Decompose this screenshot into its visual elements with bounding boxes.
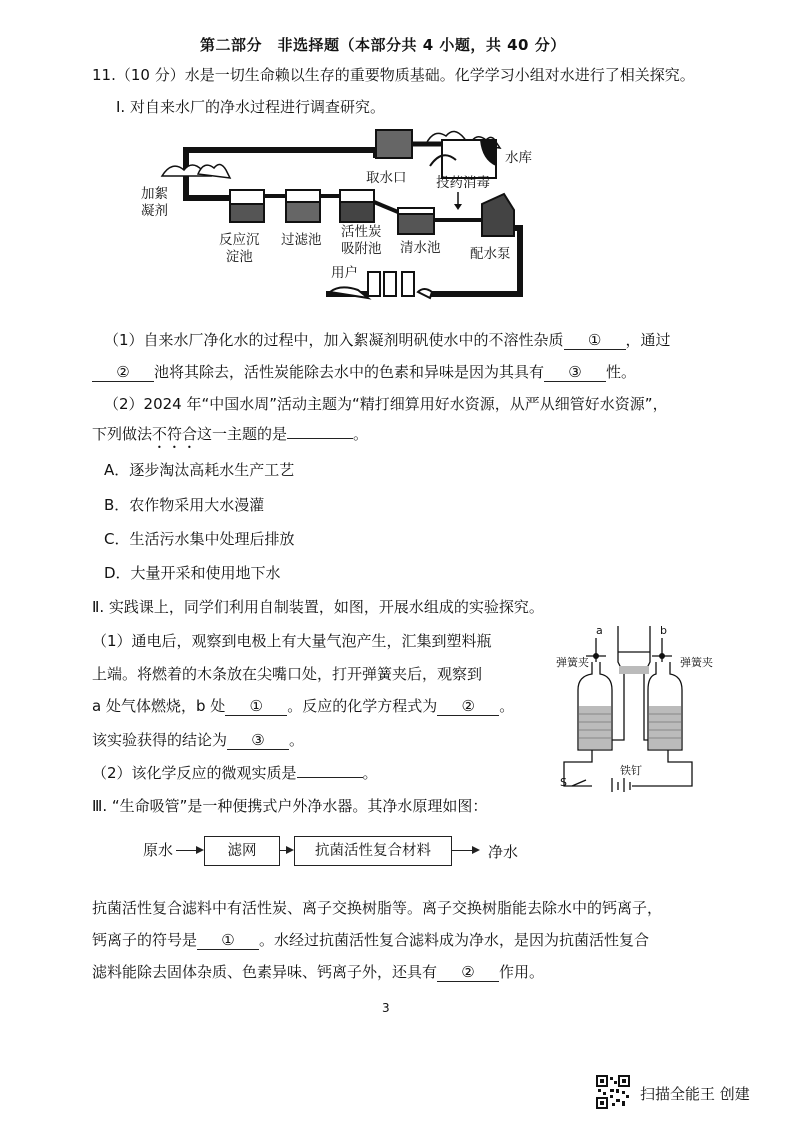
part2-q1-line1: （1）通电后，观察到电极上有大量气泡产生，汇集到塑料瓶 xyxy=(92,632,492,650)
flow-box-mesh: 滤网 xyxy=(204,836,280,866)
answer-blank-equation[interactable]: ② xyxy=(437,698,499,716)
flow-clean-water: 净水 xyxy=(488,843,519,861)
label-filter: 过滤池 xyxy=(281,232,322,248)
qr-code-icon xyxy=(596,1075,630,1109)
part2-q1-line3: a 处气体燃烧，b 处 ① 。反应的化学方程式为 ② 。 xyxy=(92,697,515,715)
flow-arrow-3 xyxy=(452,850,478,851)
answer-blank-b[interactable]: ① xyxy=(225,698,287,716)
label-clamp-right: 弹簧夹 xyxy=(680,656,713,669)
label-a: a xyxy=(596,624,603,637)
answer-blank-function[interactable]: ② xyxy=(437,964,499,982)
part2-heading: Ⅱ. 实践课上，同学们利用自制装置，如图，开展水组成的实验探究。 xyxy=(92,598,544,616)
label-clear-pool: 清水池 xyxy=(400,240,441,256)
section-title: 第二部分 非选择题（本部分共 4 小题，共 40 分） xyxy=(200,36,566,54)
part1-q1-line2: ② 池将其除去，活性炭能除去水中的色素和异味是因为其具有 ③ 性。 xyxy=(92,362,636,382)
answer-blank-choice[interactable] xyxy=(287,438,353,439)
answer-blank-3[interactable]: ③ xyxy=(544,364,606,382)
label-b: b xyxy=(660,624,667,637)
part1-heading: Ⅰ. 对自来水厂的净水过程进行调查研究。 xyxy=(116,98,385,116)
label-pump: 配水泵 xyxy=(470,246,511,262)
part1-q1-line1: （1）自来水厂净化水的过程中，加入絮凝剂明矾使水中的不溶性杂质 ① ，通过 xyxy=(104,331,671,349)
part3-para-line1: 抗菌活性复合滤料中有活性炭、离子交换树脂等。离子交换树脂能去除水中的钙离子， xyxy=(92,899,663,917)
label-iron-nail: 铁钉 xyxy=(620,764,642,777)
flow-box-material: 抗菌活性复合材料 xyxy=(294,836,452,866)
part1-q2-line1: （2）2024 年“中国水周”活动主题为“精打细算用好水资源，从严从细管好水资源”， xyxy=(104,395,668,413)
scanner-brand: 扫描全能王 创建 xyxy=(640,1085,750,1103)
label-user: 用户 xyxy=(331,265,358,281)
part1-q2-line2: 下列做法不符合这一主题的是 。 xyxy=(92,425,369,443)
answer-blank-micro[interactable] xyxy=(297,777,363,778)
answer-blank-2[interactable]: ② xyxy=(92,364,154,382)
label-intake: 取水口 xyxy=(366,170,407,186)
answer-blank-calcium[interactable]: ① xyxy=(197,932,259,950)
label-switch: S xyxy=(560,776,567,789)
option-b: B．农作物采用大水漫灌 xyxy=(104,496,265,514)
option-d: D．大量开采和使用地下水 xyxy=(104,564,281,582)
flow-arrow-1 xyxy=(176,850,202,851)
page-number: 3 xyxy=(382,1001,390,1015)
flow-raw-water: 原水 xyxy=(143,841,174,859)
label-coagulant: 加絮 凝剂 xyxy=(141,186,168,219)
part2-q2: （2）该化学反应的微观实质是 。 xyxy=(92,764,378,782)
part3-heading: Ⅲ. “生命吸管”是一种便携式户外净水器。其净水原理如图： xyxy=(92,797,488,815)
flow-arrow-2 xyxy=(280,850,292,851)
label-sediment: 反应沉 淀池 xyxy=(219,232,260,265)
answer-blank-conclusion[interactable]: ③ xyxy=(227,732,289,750)
part3-para-line2: 钙离子的符号是 ① 。水经过抗菌活性复合滤料成为净水，是因为抗菌活性复合 xyxy=(92,931,650,949)
question-stem: 11.（10 分）水是一切生命赖以生存的重要物质基础。化学学习小组对水进行了相关探究。 xyxy=(92,66,695,84)
answer-blank-1[interactable]: ① xyxy=(564,332,626,350)
option-a: A．逐步淘汰高耗水生产工艺 xyxy=(104,461,295,479)
label-reservoir: 水库 xyxy=(505,150,532,166)
option-c: C．生活污水集中处理后排放 xyxy=(104,530,295,548)
part3-para-line3: 滤料能除去固体杂质、色素异味、钙离子外，还具有 ② 作用。 xyxy=(92,963,545,981)
label-clamp-left: 弹簧夹 xyxy=(556,656,589,669)
label-disinfect: 投药消毒 xyxy=(436,175,490,191)
label-carbon: 活性炭 吸附池 xyxy=(341,224,382,257)
part2-q1-line2: 上端。将燃着的木条放在尖嘴口处，打开弹簧夹后，观察到 xyxy=(92,665,483,683)
part2-q1-line4: 该实验获得的结论为 ③ 。 xyxy=(92,731,305,749)
